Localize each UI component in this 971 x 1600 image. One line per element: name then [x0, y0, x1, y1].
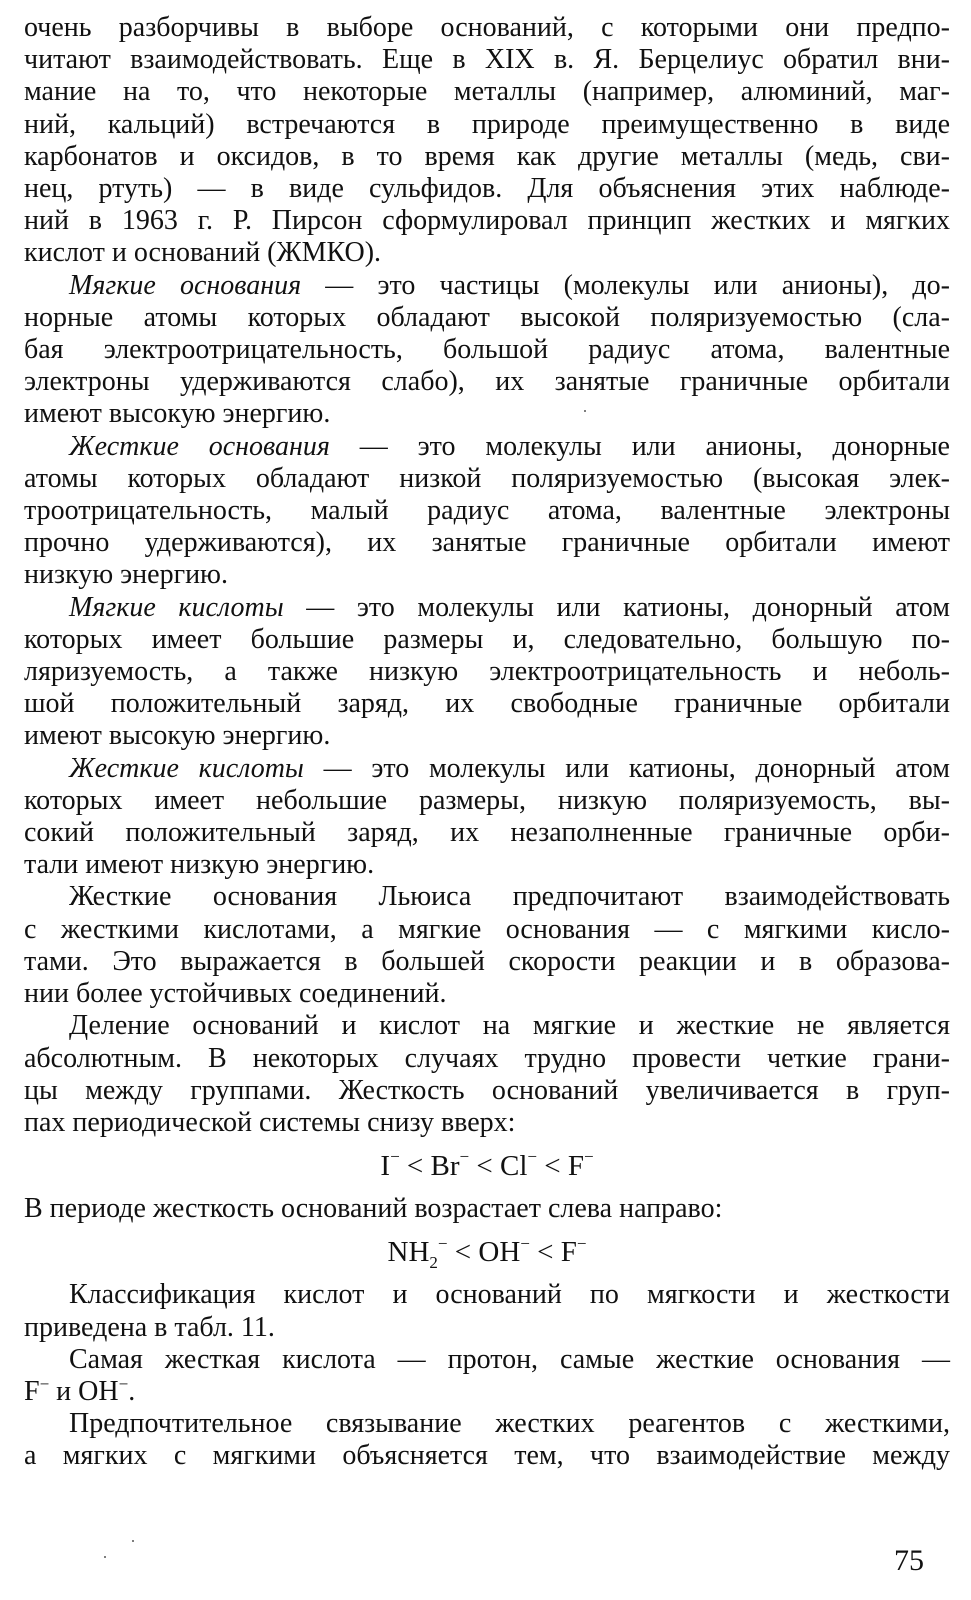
text-line: тами. Это выражается в большей скорости реакции и в образова- [24, 945, 950, 977]
less-than-sign: < [544, 1150, 561, 1183]
text-fragment: — это молекулы или катионы, донорный атом [283, 591, 950, 623]
charge-sign: − [459, 1147, 470, 1167]
text-line: низкую энергию. [24, 559, 228, 591]
formula-iodide: I [380, 1150, 391, 1183]
term-hard-acids: Жесткие кислоты [69, 752, 304, 784]
text-line: ний в 1963 г. Р. Пирсон сформулировал принцип жестких и мягких [24, 205, 950, 237]
text-fragment: — это молекулы или катионы, донорный атом [303, 752, 950, 784]
text-line: атомы которых обладают низкой поляризуемостью (высокая элек- [24, 462, 950, 494]
text-line: Жесткие основания Льюиса предпочитают взаимодействовать [69, 881, 950, 913]
paragraph-division-relative [24, 1010, 950, 1139]
paragraph-period-trend [24, 1193, 950, 1225]
paragraph-binding [24, 1408, 950, 1472]
text-line: шой положительный заряд, их свободные граничные орбитали [24, 688, 950, 720]
formula-bromide: Br [430, 1150, 460, 1183]
text-line: мание на то, что некоторые металлы (например, алюминий, маг- [24, 76, 950, 108]
paragraph-soft-bases [24, 270, 950, 431]
text-fragment: и OH [49, 1375, 119, 1407]
text-line: карбонатов и оксидов, в то время как другие металлы (медь, сви- [24, 140, 950, 172]
charge-sign: − [520, 1233, 530, 1253]
print-speck [104, 1556, 106, 1558]
text-line: которых имеет небольшие размеры, низкую поляризуемость, вы- [24, 784, 950, 816]
text-line: читают взаимодействовать. Еще в XIX в. Я. Берцелиус обратил вни- [24, 44, 950, 76]
paragraph-hard-bases [24, 431, 950, 592]
print-speck [584, 410, 586, 412]
text-line: которых имеет большие размеры и, следовательно, большую по- [24, 623, 950, 655]
text-line: норные атомы которых обладают высокой поляризуемостью (сла- [24, 301, 950, 333]
text-line: очень разборчивы в выборе оснований, с которыми они предпо- [24, 12, 950, 43]
term-soft-bases: Мягкие основания [69, 269, 302, 301]
text-line: бая электроотрицательность, большой радиус атома, валентные [24, 334, 950, 366]
charge-sign: − [576, 1233, 587, 1253]
text-line: цы между группами. Жесткость оснований увеличивается в груп- [24, 1074, 950, 1106]
text-line [24, 270, 950, 302]
text-fragment: — это частицы (молекулы или анионы), до- [301, 269, 950, 301]
text-line: имеют высокую энергию. [24, 720, 331, 752]
formula-period-series [24, 1233, 950, 1273]
less-than-sign: < [406, 1150, 424, 1183]
charge-sign: − [583, 1147, 594, 1167]
text-line: троотрицательность, малый радиус атома, валентные электроны [24, 495, 950, 527]
paragraph-pearson-intro [24, 12, 950, 270]
text-line: В периоде жесткость оснований возрастает слева направо: [24, 1193, 723, 1225]
formula-amide: NH [387, 1236, 430, 1269]
formula-hydroxide: OH [478, 1236, 521, 1269]
print-speck [132, 1540, 134, 1542]
paragraph-classification [24, 1279, 950, 1343]
text-line: сокий положительный заряд, их незаполненные граничные орби- [24, 817, 950, 849]
text-line: электроны удерживаются слабо), их занятые граничные орбитали [24, 366, 950, 398]
charge-sign: − [390, 1147, 400, 1167]
text-line: ний, кальций) встречаются в природе преимущественно в виде [24, 108, 950, 140]
text-line: Самая жесткая кислота — протон, самые жесткие основания — [69, 1343, 950, 1375]
paragraph-hardest [24, 1344, 950, 1408]
paragraph-hard-acids [24, 753, 950, 882]
text-line: имеют высокую энергию. [24, 398, 331, 430]
text-line: тали имеют низкую энергию. [24, 849, 375, 881]
text-line: Деление оснований и кислот на мягкие и жесткие не является [69, 1010, 950, 1042]
charge-sign: − [39, 1374, 50, 1394]
page-body [24, 12, 950, 1473]
less-than-sign: < [476, 1150, 493, 1183]
subscript-two: 2 [429, 1253, 438, 1273]
formula-fluoride: F [24, 1375, 40, 1407]
text-line: пах периодической системы снизу вверх: [24, 1106, 516, 1138]
formula-chloride: Cl [499, 1150, 528, 1183]
text-line: прочно удерживаются), их занятые граничные орбитали имеют [24, 527, 950, 559]
text-line [24, 753, 950, 785]
paragraph-soft-acids [24, 592, 950, 753]
text-line: ляризуемость, а также низкую электроотрицательность и неболь- [24, 656, 950, 688]
text-line: нец, ртуть) — в виде сульфидов. Для объяснения этих наблюде- [24, 173, 950, 205]
less-than-sign: < [537, 1236, 554, 1269]
charge-sign: − [527, 1147, 537, 1167]
text-line: Классификация кислот и оснований по мягкости и жесткости [69, 1279, 950, 1311]
charge-sign: − [437, 1233, 448, 1253]
charge-sign: − [118, 1374, 129, 1394]
text-line [24, 431, 950, 463]
paragraph-lewis-preference [24, 881, 950, 1010]
text-line: абсолютным. В некоторых случаях трудно провести четкие грани- [24, 1042, 950, 1074]
page-number: 75 [894, 1544, 924, 1577]
text-fragment: — это молекулы или анионы, донорные [329, 430, 950, 462]
term-hard-bases: Жесткие основания [69, 430, 330, 462]
text-fragment: . [128, 1375, 136, 1407]
text-line: нии более устойчивых соединений. [24, 978, 447, 1010]
formula-halide-series [24, 1149, 950, 1183]
text-line: Предпочтительное связывание жестких реагентов с жесткими, [69, 1408, 950, 1440]
text-line: приведена в табл. 11. [24, 1311, 275, 1343]
text-line [24, 592, 950, 624]
formula-fluoride: F [567, 1150, 584, 1183]
text-line: кислот и оснований (ЖМКО). [24, 237, 382, 269]
text-line: а мягких с мягкими объясняется тем, что взаимодействие между [24, 1440, 950, 1472]
less-than-sign: < [454, 1236, 472, 1269]
term-soft-acids: Мягкие кислоты [69, 591, 284, 623]
text-line: с жесткими кислотами, а мягкие основания — с мягкими кисло- [24, 913, 950, 945]
text-line [24, 1376, 950, 1408]
formula-fluoride: F [560, 1236, 577, 1269]
